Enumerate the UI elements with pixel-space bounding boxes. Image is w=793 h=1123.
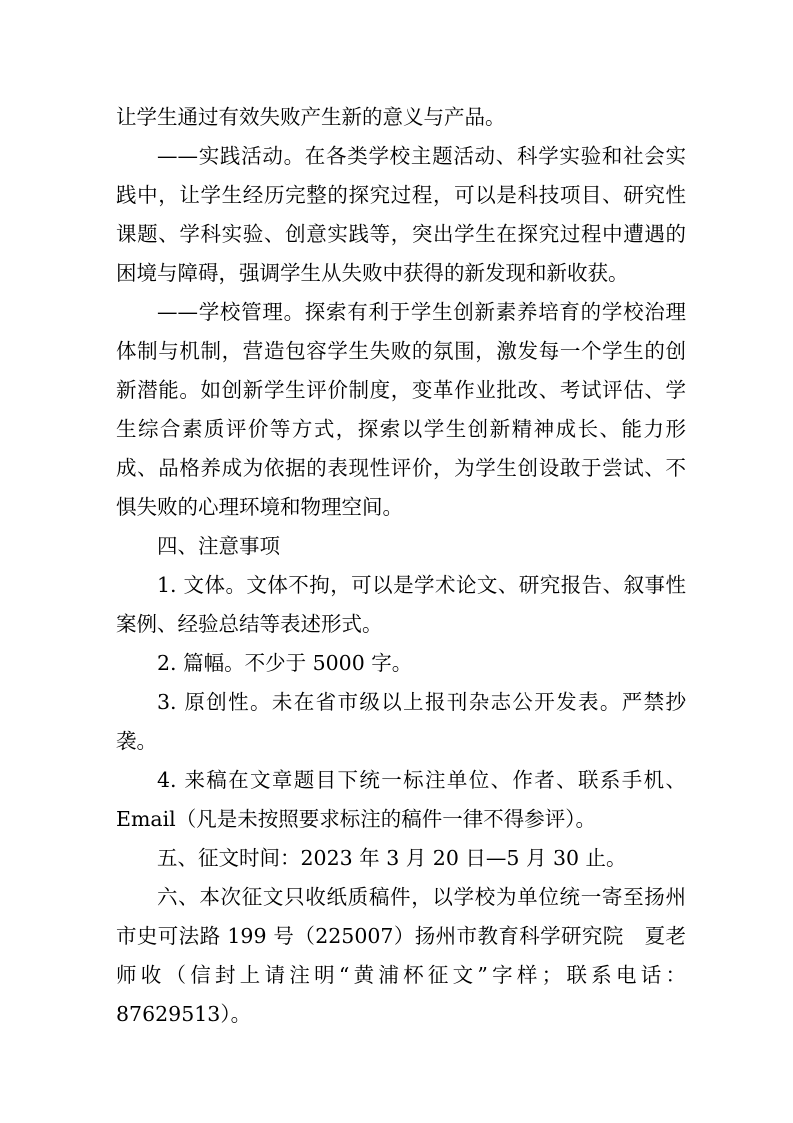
- note-item-length: 2. 篇幅。不少于 5000 字。: [157, 651, 413, 675]
- note-item-labeling: 4. 来稿在文章题目下统一标注单位、作者、联系手机、Email（凡是未按照要求标注的稿件一律不得参评）。: [116, 768, 686, 831]
- paragraph-school-management: ——学校管理。探索有利于学生创新素养培育的学校治理体制与机制，营造包容学生失败的氛围，激发每一个学生的创新潜能。如创新学生评价制度，变革作业批改、考试评估、学生综合素质评价等方式，探索以学生创新精神成长、能力形成、品格养成为依据的表现性评价，为学生创设敢于尝试、不惧失败的心理环境和物理空间。: [116, 300, 686, 519]
- document-body: [116, 98, 686, 1034]
- note-item-originality: 3. 原创性。未在省市级以上报刊杂志公开发表。严禁抄袭。: [116, 690, 686, 753]
- paragraph-practice-activities: ——实践活动。在各类学校主题活动、科学实验和社会实践中，让学生经历完整的探究过程，可以是科技项目、研究性课题、学科实验、创意实践等，突出学生在探究过程中遭遇的困境与障碍，强调学生从失败中获得的新发现和新收获。: [116, 144, 686, 285]
- paragraph-continuation: 让学生通过有效失败产生新的意义与产品。: [116, 105, 506, 129]
- note-item-genre: 1. 文体。文体不拘，可以是学术论文、研究报告、叙事性案例、经验总结等表述形式。: [116, 573, 686, 636]
- section-heading-notes: 四、注意事项: [157, 534, 280, 558]
- section-heading-mailing: 六、本次征文只收纸质稿件，以学校为单位统一寄至扬州市史可法路 199 号（225007）扬州市教育科学研究院 夏老师收（信封上请注明“黄浦杯征文”字样；联系电话：87629513）。: [116, 885, 686, 1026]
- section-heading-submission-time: 五、征文时间：2023 年 3 月 20 日—5 月 30 止。: [157, 846, 627, 870]
